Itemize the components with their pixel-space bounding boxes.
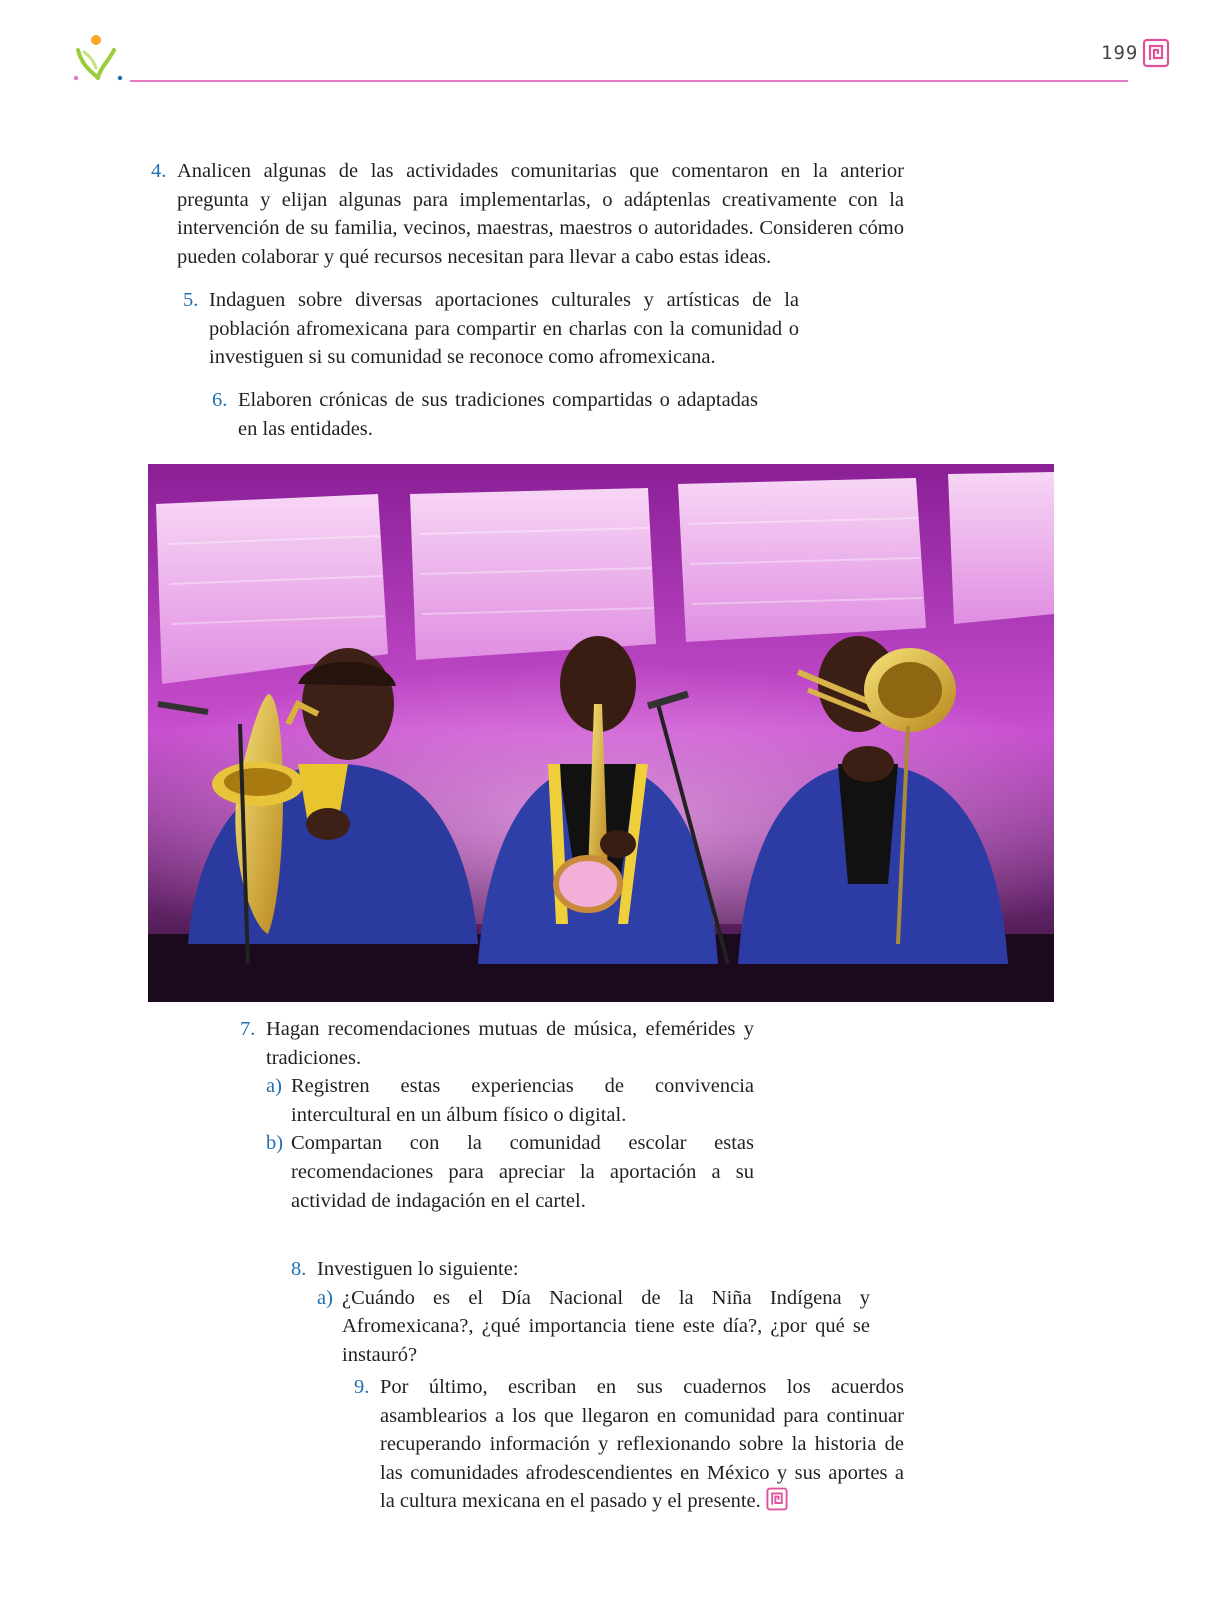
- activity-item-6: [212, 386, 758, 443]
- activity-item-4: [151, 157, 904, 271]
- activity-item-5: [183, 286, 799, 372]
- subitem-text: ¿Cuándo es el Día Nacional de la Niña Indígena y Afromexicana?, ¿qué importancia tiene este día?, ¿por qué se instauró?: [342, 1286, 870, 1366]
- activity-item-7: [240, 1015, 754, 1215]
- item-text: Investiguen lo siguiente:: [317, 1258, 519, 1280]
- page-number: 199: [1101, 42, 1139, 64]
- item-number: 6.: [212, 389, 228, 411]
- musicians-photo: [148, 464, 1054, 1002]
- item-text: Indaguen sobre diversas aportaciones culturales y artísticas de la población afromexicana para compartir en charlas con la comunidad o investiguen si su comunidad se reconoce como afromexicana.: [209, 289, 799, 369]
- subitem-text: Registren estas experiencias de convivencia intercultural en un álbum físico o digital.: [291, 1075, 754, 1126]
- header-rule: [130, 80, 1128, 82]
- activity-item-9: [354, 1373, 904, 1516]
- subitem-letter: b): [266, 1132, 284, 1155]
- musicians-photo-illustration: [148, 464, 1054, 1002]
- item-number: 7.: [240, 1018, 256, 1040]
- item-number: 8.: [291, 1258, 307, 1280]
- subitem-letter: a): [317, 1286, 333, 1309]
- subitem-text: Compartan con la comunidad escolar estas recomendaciones para apreciar la aportación a su actividad de indagación en el cartel.: [291, 1132, 754, 1212]
- spiral-glyph-icon: [1142, 38, 1170, 68]
- item-number: 4.: [151, 160, 167, 182]
- activity-item-8: [291, 1255, 870, 1369]
- subitem-a: [266, 1072, 754, 1129]
- subitem-a: [317, 1284, 870, 1370]
- subitem-b: [266, 1129, 754, 1215]
- item-number: 9.: [354, 1376, 370, 1398]
- item-text: Elaboren crónicas de sus tradiciones compartidas o adaptadas en las entidades.: [238, 389, 758, 440]
- sprout-logo-icon: [70, 32, 126, 84]
- subitem-letter: a): [266, 1075, 282, 1098]
- item-number: 5.: [183, 289, 199, 311]
- spiral-glyph-icon: [765, 1487, 789, 1511]
- item-text: Analicen algunas de las actividades comunitarias que comentaron en la anterior pregunta y elijan algunas para implementarlas, o adáptenlas creativamente con la intervención de su familia, vecinos, maestras, maestros o autoridades. Consideren cómo pueden colaborar y qué recursos necesitan para llevar a cabo estas ideas.: [177, 160, 904, 268]
- item-text: Por último, escriban en sus cuadernos los acuerdos asamblearios a los que llegaron en comunidad para continuar recuperando información y reflexionando sobre la historia de las comunidades afrodescendientes en México y sus aportes a la cultura mexicana en el pasado y el presente.: [380, 1376, 904, 1513]
- item-text: Hagan recomendaciones mutuas de música, efemérides y tradiciones.: [266, 1018, 754, 1069]
